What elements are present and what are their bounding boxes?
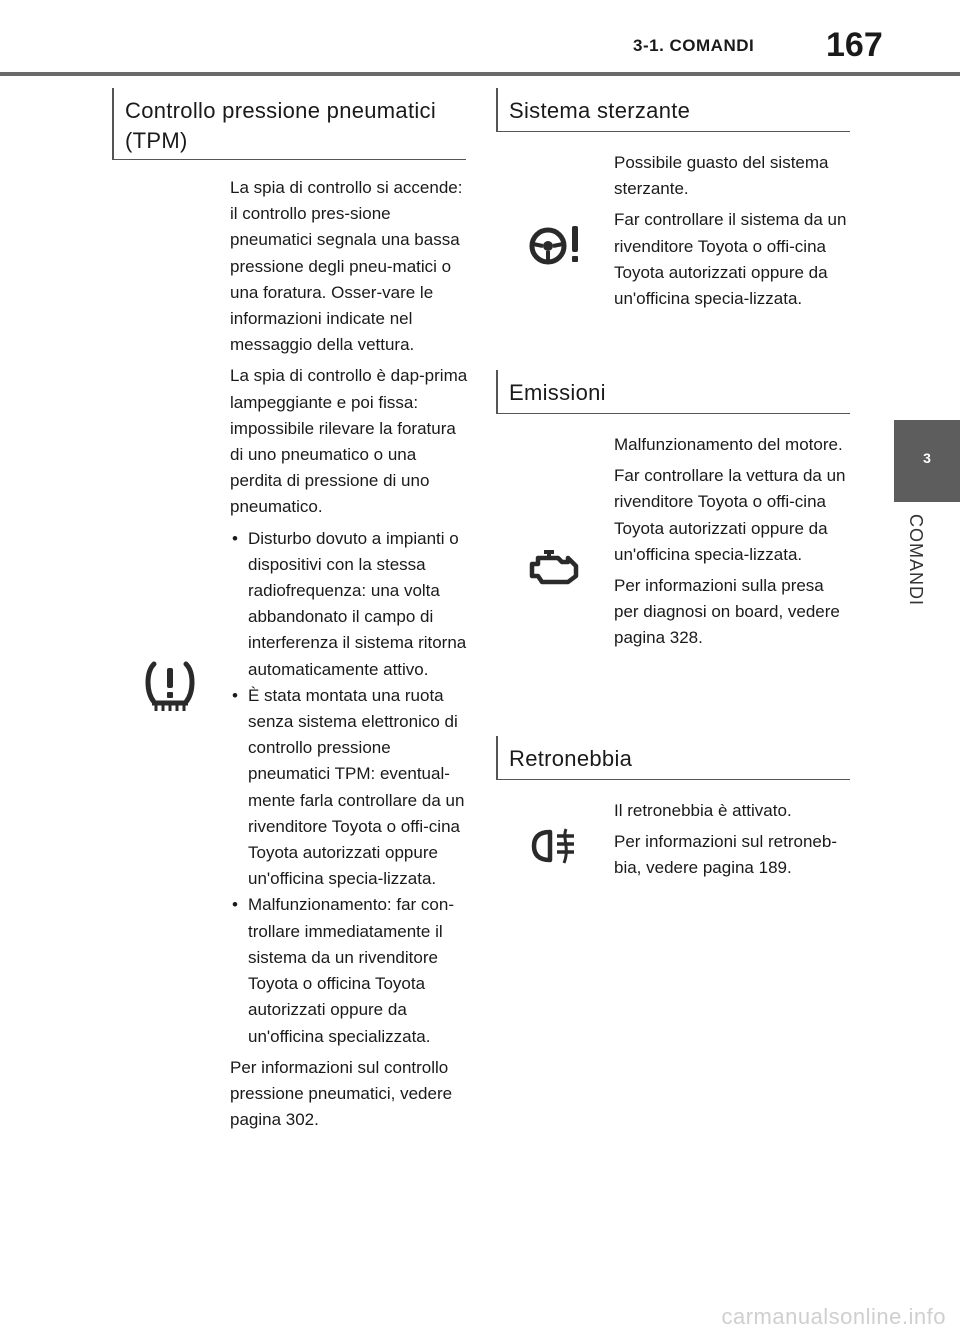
- tpms-text: [230, 175, 468, 1138]
- tpms-bullet-1: • Disturbo dovuto a impianti o dispositivi con la stessa radiofrequenza: una volta abbandonato il campo di interferenza il sistema ritorna automaticamente attivo.: [230, 526, 468, 683]
- tpms-paragraph-3: Per informazioni sul controllo pressione pneumatici, vedere pagina 302.: [230, 1057, 453, 1130]
- emissions-paragraph-2: Far controllare la vettura da un rivenditore Toyota o offi-cina Toyota autorizzati oppure da un'officina specia-lizzata.: [614, 466, 846, 564]
- check-engine-icon: [528, 548, 580, 588]
- tpms-paragraph-1: La spia di controllo si accende: il controllo pres-sione pneumatici segnala una bassa pressione degli pneu-matici o una foratura. Osser-vare le informazioni indicate nel messaggio della vettura.: [230, 178, 463, 355]
- fog-paragraph-1: Il retronebbia è attivato.: [614, 801, 792, 820]
- fog-heading: Retronebbia: [496, 736, 850, 780]
- steering-text: [614, 150, 852, 317]
- tpms-bullet-3: • Malfunzionamento: far con-trollare immediatamente il sistema da un rivenditore Toyota o officina Toyota autorizzati oppure da un'officina specializzata.: [230, 892, 468, 1049]
- tpms-heading: Controllo pressione pneumatici (TPM): [112, 88, 466, 160]
- emissions-text: [614, 432, 852, 657]
- rear-fog-light-icon: [530, 826, 582, 866]
- emissions-heading: Emissioni: [496, 370, 850, 414]
- watermark: carmanualsonline.info: [721, 1304, 946, 1329]
- chapter-number: 3: [923, 450, 931, 466]
- tpms-paragraph-2: La spia di controllo è dap-prima lampeggiante e poi fissa: impossibile rilevare la foratura di uno pneumatico o una perdita di pressione di uno pneumatico.: [230, 366, 468, 517]
- tpms-bullet-2: • È stata montata una ruota senza sistema elettronico di controllo pressione pneumatici TPM: eventual-mente farla controllare da un rivenditore Toyota o offi-cina Toyota autorizzati oppure un'officina specia-lizzata.: [230, 683, 468, 893]
- tire-pressure-warning-icon: [142, 658, 198, 714]
- header-divider: [0, 72, 960, 76]
- steering-warning-icon: [528, 222, 584, 270]
- steering-heading: Sistema sterzante: [496, 88, 850, 132]
- fog-paragraph-2: Per informazioni sul retroneb-bia, vedere pagina 189.: [614, 832, 837, 878]
- emissions-paragraph-1: Malfunzionamento del motore.: [614, 435, 843, 454]
- chapter-label: COMANDI: [906, 514, 926, 606]
- emissions-paragraph-3: Per informazioni sulla presa per diagnosi on board, vedere pagina 328.: [614, 576, 840, 648]
- steering-paragraph-1: Possibile guasto del sistema sterzante.: [614, 153, 829, 199]
- tpms-bullet-list: [230, 526, 468, 1050]
- section-title: 3-1. COMANDI: [633, 36, 755, 55]
- steering-paragraph-2: Far controllare il sistema da un rivenditore Toyota o offi-cina Toyota autorizzati oppure da un'officina specia-lizzata.: [614, 210, 847, 309]
- fog-text: [614, 798, 852, 887]
- page-number: 167: [826, 26, 883, 64]
